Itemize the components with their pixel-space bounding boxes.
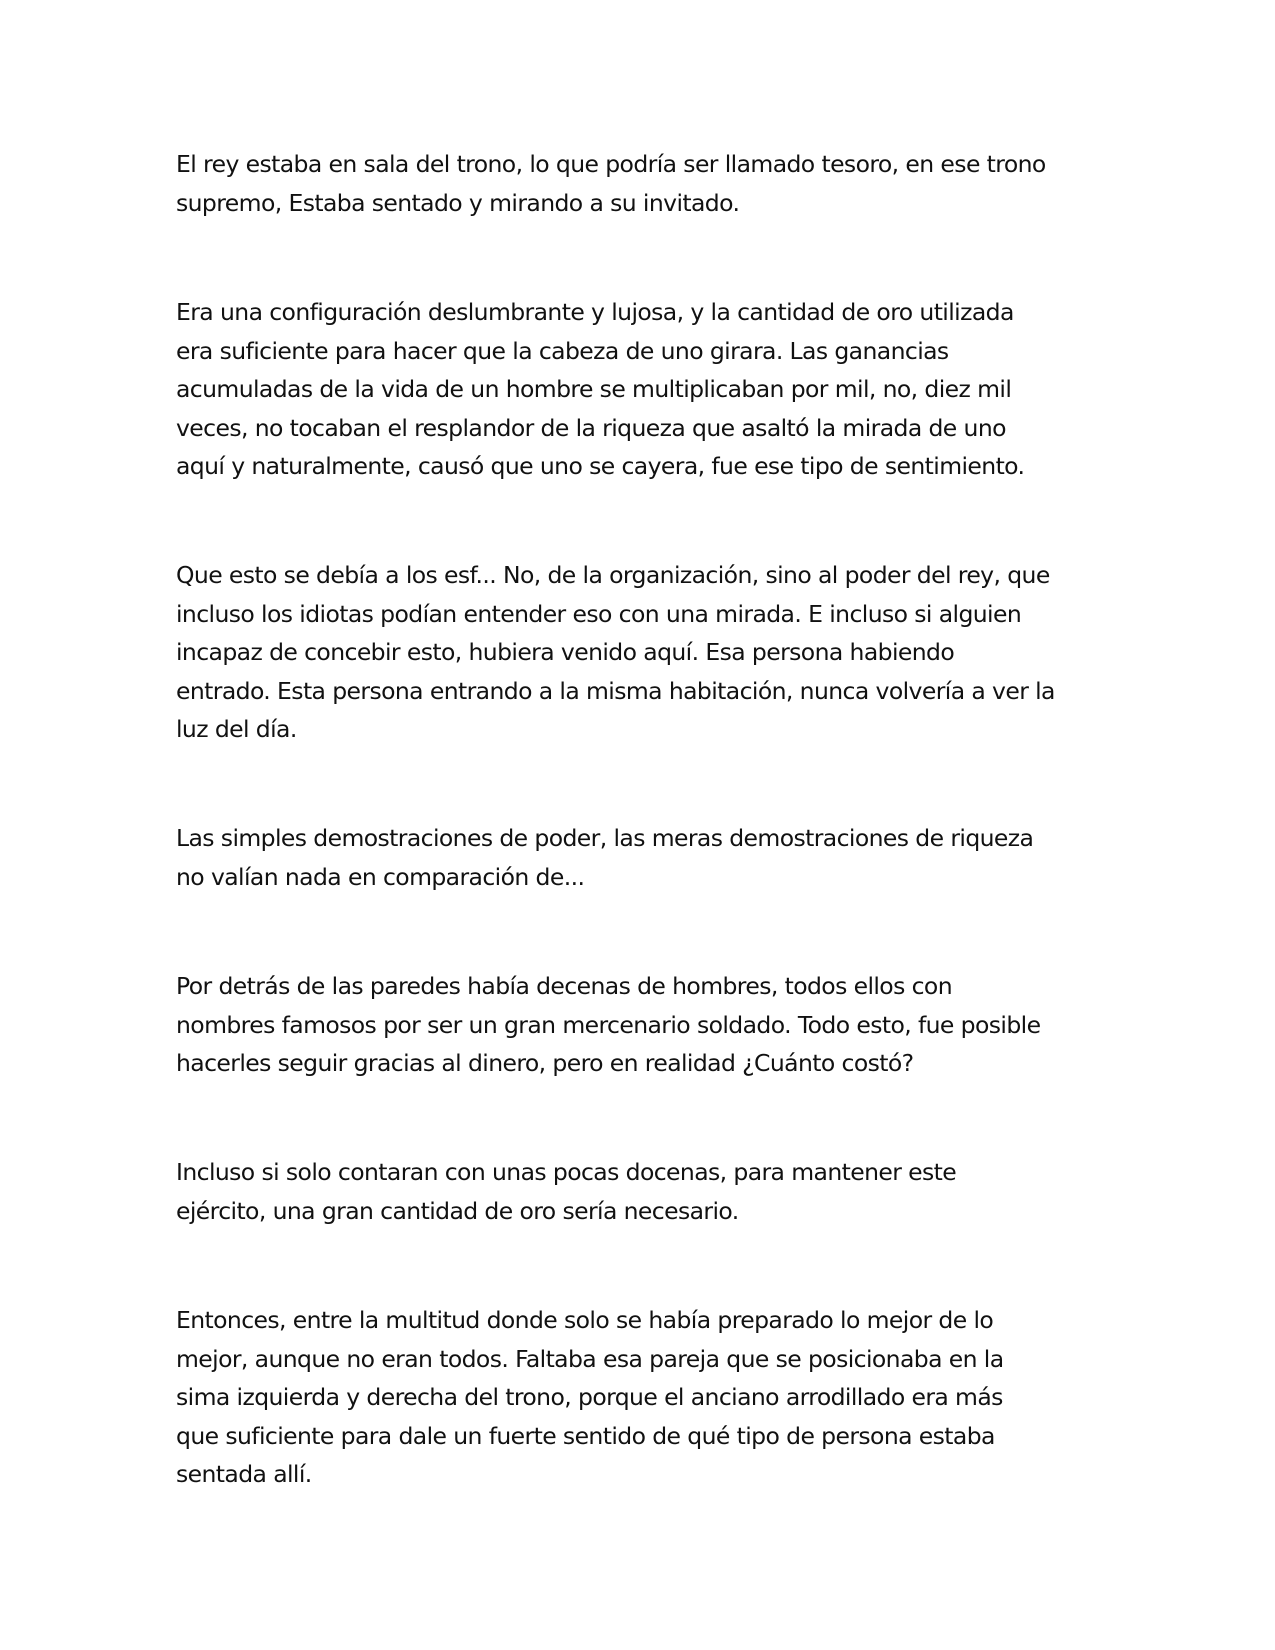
paragraph-2 [176, 293, 1106, 486]
paragraph-6 [176, 1153, 1106, 1230]
paragraph-line: ejército, una gran cantidad de oro sería necesario. [176, 1196, 739, 1225]
paragraph-line: Que esto se debía a los esf... No, de la organización, sino al poder del rey, que [176, 561, 1050, 589]
paragraph-line: mejor, aunque no eran todos. Faltaba esa pareja que se posicionaba en la [176, 1344, 1004, 1373]
paragraph-line: nombres famosos por ser un gran mercenario soldado. Todo esto, fue posible [176, 1010, 1041, 1039]
paragraph-line: no valían nada en comparación de... [176, 862, 585, 891]
paragraph-line: era suficiente para hacer que la cabeza de uno girara. Las ganancias [176, 336, 949, 365]
paragraph-line: Entonces, entre la multitud donde solo se había preparado lo mejor de lo [176, 1306, 994, 1334]
paragraph-line: luz del día. [176, 715, 297, 743]
paragraph-line: que suficiente para dale un fuerte sentido de qué tipo de persona estaba [176, 1421, 995, 1450]
paragraph-line: entrado. Esta persona entrando a la misma habitación, nunca volvería a ver la [176, 676, 1055, 705]
paragraph-line: supremo, Estaba sentado y mirando a su invitado. [176, 188, 740, 217]
paragraph-line: sentada allí. [176, 1460, 312, 1488]
paragraph-line: hacerles seguir gracias al dinero, pero en realidad ¿Cuánto costó? [176, 1049, 914, 1077]
paragraph-4 [176, 819, 1106, 896]
paragraph-1 [176, 145, 1106, 222]
paragraph-line: Las simples demostraciones de poder, las meras demostraciones de riqueza [176, 824, 1034, 852]
paragraph-line: aquí y naturalmente, causó que uno se cayera, fue ese tipo de sentimiento. [176, 452, 1025, 480]
paragraph-line: Incluso si solo contaran con unas pocas docenas, para mantener este [176, 1158, 957, 1186]
paragraph-3 [176, 556, 1106, 749]
paragraph-line: El rey estaba en sala del trono, lo que podría ser llamado tesoro, en ese trono [176, 150, 1046, 178]
paragraph-line: acumuladas de la vida de un hombre se multiplicaban por mil, no, diez mil [176, 375, 1012, 403]
paragraph-line: sima izquierda y derecha del trono, porque el anciano arrodillado era más [176, 1383, 1003, 1411]
paragraph-7 [176, 1301, 1106, 1494]
paragraph-line: incapaz de concebir esto, hubiera venido aquí. Esa persona habiendo [176, 638, 955, 666]
paragraph-line: incluso los idiotas podían entender eso con una mirada. E incluso si alguien [176, 599, 1022, 628]
paragraph-5 [176, 967, 1106, 1083]
paragraph-line: Por detrás de las paredes había decenas de hombres, todos ellos con [176, 972, 952, 1000]
paragraph-line: Era una configuración deslumbrante y lujosa, y la cantidad de oro utilizada [176, 298, 1014, 326]
paragraph-line: veces, no tocaban el resplandor de la riqueza que asaltó la mirada de uno [176, 413, 1006, 442]
